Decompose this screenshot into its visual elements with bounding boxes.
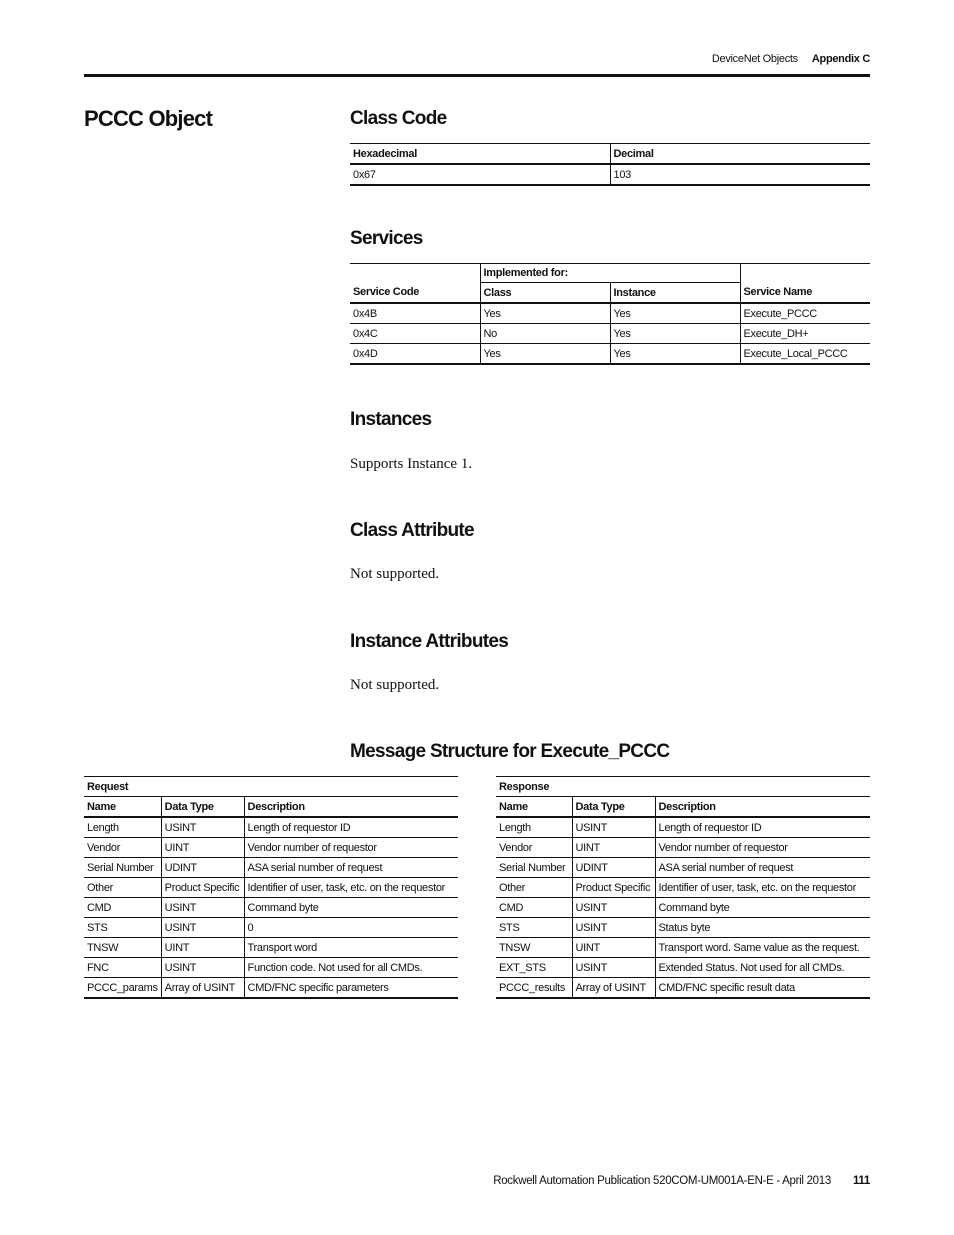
table-cell: ASA serial number of request [655, 858, 870, 878]
table-cell: Identifier of user, task, etc. on the requestor [655, 878, 870, 898]
table-cell: USINT [161, 817, 244, 838]
table-row [496, 958, 870, 978]
table-row [84, 898, 458, 918]
column-header: Service Code [353, 286, 420, 299]
response-table [496, 776, 870, 999]
table-cell: Extended Status. Not used for all CMDs. [655, 958, 870, 978]
table-cell: Length of requestor ID [244, 817, 458, 838]
table-cell: EXT_STS [499, 961, 546, 974]
table-cell: Length of requestor ID [655, 817, 870, 838]
table-cell: Transport word [244, 938, 458, 958]
table-cell: Yes [610, 324, 740, 344]
table-cell: TNSW [87, 941, 119, 954]
table-cell: USINT [572, 958, 655, 978]
table-cell: UINT [572, 838, 655, 858]
table-cell: Other [499, 881, 526, 894]
instances-heading: Instances [350, 409, 432, 430]
table-cell: Vendor number of requestor [655, 838, 870, 858]
column-header: Class [480, 283, 610, 304]
table-cell: Serial Number [499, 861, 566, 874]
table-header-row [84, 797, 458, 818]
table-cell: USINT [161, 898, 244, 918]
table-cell: UDINT [161, 858, 244, 878]
table-row [496, 817, 870, 838]
table-title: Response [499, 780, 550, 793]
table-cell: Execute_DH+ [740, 324, 870, 344]
table-cell: PCCC_params [87, 981, 158, 994]
header-rule [84, 74, 870, 77]
request-table [84, 776, 458, 999]
table-row [350, 344, 870, 365]
table-cell: STS [87, 921, 108, 934]
column-header: Hexadecimal [353, 147, 417, 160]
table-header-row [496, 797, 870, 818]
page-title: PCCC Object [84, 106, 213, 131]
running-header [712, 53, 870, 65]
table-cell: Vendor [499, 841, 533, 854]
group-header: Implemented for: [480, 264, 740, 283]
table-cell: PCCC_results [499, 981, 566, 994]
table-cell: Yes [480, 303, 610, 324]
table-cell: Length [87, 821, 119, 834]
instance-attributes-heading: Instance Attributes [350, 631, 509, 652]
table-cell: Yes [610, 344, 740, 365]
table-cell: ASA serial number of request [244, 858, 458, 878]
table-cell: USINT [572, 817, 655, 838]
table-cell: Yes [610, 303, 740, 324]
table-cell: USINT [161, 918, 244, 938]
table-row [496, 838, 870, 858]
table-row [496, 898, 870, 918]
table-cell: TNSW [499, 941, 531, 954]
table-cell: USINT [572, 898, 655, 918]
table-cell: 0x67 [353, 168, 376, 181]
table-cell: UINT [161, 838, 244, 858]
column-header: Description [655, 797, 870, 818]
table-title: Request [87, 780, 129, 793]
table-row [84, 918, 458, 938]
table-cell: Execute_Local_PCCC [740, 344, 870, 365]
table-cell: 0x4D [353, 347, 378, 360]
table-row [84, 858, 458, 878]
table-row [84, 958, 458, 978]
column-header: Name [499, 800, 528, 813]
table-cell: Array of USINT [572, 978, 655, 999]
table-cell: Length [499, 821, 531, 834]
column-header: Description [244, 797, 458, 818]
table-cell: FNC [87, 961, 109, 974]
column-header: Data Type [161, 797, 244, 818]
column-header: Decimal [610, 144, 870, 165]
table-cell: Vendor [87, 841, 121, 854]
table-cell: Command byte [244, 898, 458, 918]
table-cell: UINT [161, 938, 244, 958]
table-row [84, 838, 458, 858]
services-table [350, 263, 870, 365]
table-row [84, 878, 458, 898]
column-header: Instance [610, 283, 740, 304]
column-header: Name [87, 800, 116, 813]
table-cell: CMD/FNC specific parameters [244, 978, 458, 999]
table-cell: 103 [610, 164, 870, 185]
table-cell: STS [499, 921, 520, 934]
table-cell: Yes [480, 344, 610, 365]
table-cell: Identifier of user, task, etc. on the requestor [244, 878, 458, 898]
table-row [496, 918, 870, 938]
instance-attributes-text: Not supported. [350, 677, 440, 693]
table-cell: Serial Number [87, 861, 154, 874]
services-heading: Services [350, 228, 423, 249]
table-cell: Command byte [655, 898, 870, 918]
table-cell: USINT [572, 918, 655, 938]
table-row [84, 978, 458, 999]
table-cell: No [480, 324, 610, 344]
table-title-row [84, 777, 458, 797]
table-group-header-row [350, 264, 870, 283]
table-cell: Product Specific [161, 878, 244, 898]
table-cell: Array of USINT [161, 978, 244, 999]
table-title-row [496, 777, 870, 797]
table-cell: 0x4B [353, 307, 377, 320]
class-code-table [350, 143, 870, 186]
table-row [496, 978, 870, 999]
table-cell: CMD/FNC specific result data [655, 978, 870, 999]
table-row [350, 324, 870, 344]
class-attribute-text: Not supported. [350, 566, 440, 582]
table-cell: Vendor number of requestor [244, 838, 458, 858]
message-structure-heading: Message Structure for Execute_PCCC [350, 741, 670, 762]
table-cell: CMD [87, 901, 112, 914]
table-header-row [350, 283, 870, 304]
table-cell: UDINT [572, 858, 655, 878]
table-row [84, 938, 458, 958]
table-header-row [350, 144, 870, 165]
class-attribute-heading: Class Attribute [350, 520, 474, 541]
table-row [350, 303, 870, 324]
header-section: DeviceNet Objects [711, 53, 798, 65]
column-header: Data Type [572, 797, 655, 818]
header-appendix: Appendix C [811, 53, 870, 65]
table-cell: CMD [499, 901, 524, 914]
table-cell: Other [87, 881, 114, 894]
table-cell: USINT [161, 958, 244, 978]
table-cell: 0 [244, 918, 458, 938]
instances-text: Supports Instance 1. [350, 456, 473, 472]
page-number: 111 [852, 1175, 870, 1187]
table-cell: Transport word. Same value as the request. [655, 938, 870, 958]
class-code-heading: Class Code [350, 108, 447, 129]
footer-publication: Rockwell Automation Publication 520COM-UM001A-EN-E - April 2013 [493, 1175, 831, 1187]
table-row [496, 938, 870, 958]
table-row [350, 164, 870, 185]
table-cell: Execute_PCCC [740, 303, 870, 324]
table-row [496, 878, 870, 898]
table-cell: Function code. Not used for all CMDs. [244, 958, 458, 978]
column-header: Service Name [740, 283, 870, 304]
table-cell: UINT [572, 938, 655, 958]
table-cell: 0x4C [353, 327, 378, 340]
table-cell: Status byte [655, 918, 870, 938]
table-row [84, 817, 458, 838]
table-cell: Product Specific [572, 878, 655, 898]
page-footer [0, 1175, 870, 1187]
table-row [496, 858, 870, 878]
